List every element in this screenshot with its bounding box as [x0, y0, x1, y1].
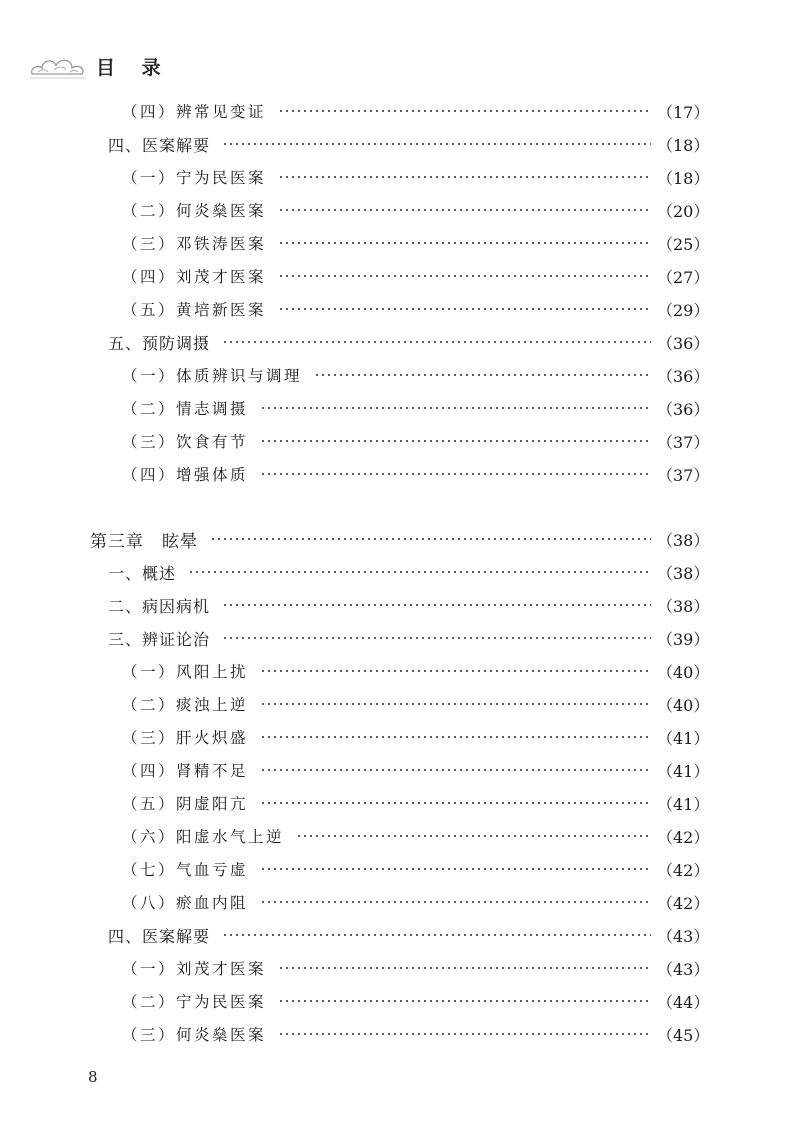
dot-leader [222, 637, 651, 639]
toc-entry-title: （一）风阳上扰 [122, 663, 249, 681]
toc-entry [122, 263, 710, 289]
toc-entry-title: （八）瘀血内阻 [122, 894, 249, 912]
toc-entry-page: （36） [657, 366, 710, 386]
toc-entry [108, 625, 710, 651]
toc-entry-page: （40） [657, 695, 710, 715]
toc-entry-page: （41） [657, 794, 710, 814]
dot-leader [260, 407, 651, 409]
toc-chapter-entry [90, 526, 710, 552]
dot-leader [278, 242, 651, 244]
dot-leader [222, 143, 651, 145]
toc-entry-title: （二）痰浊上逆 [122, 696, 249, 714]
toc-entry [122, 757, 710, 783]
toc-entry-page: （41） [657, 761, 710, 781]
toc-entry-page: （38） [657, 596, 710, 616]
toc-entry [122, 428, 710, 454]
dot-leader [222, 604, 651, 606]
dot-leader [296, 835, 651, 837]
toc-entry-title: 四、医案解要 [108, 926, 211, 946]
toc-entry-title: （一）刘茂才医案 [122, 960, 267, 978]
toc-entry-page: （40） [657, 662, 710, 682]
toc-entry-page: （41） [657, 728, 710, 748]
toc-entry [122, 988, 710, 1014]
toc-entry [122, 1021, 710, 1047]
toc-entry-page: （42） [657, 827, 710, 847]
toc-entry-title: （一）宁为民医案 [122, 169, 267, 187]
toc-entry-page: （36） [657, 399, 710, 419]
toc-entry-page: （18） [657, 168, 710, 188]
toc-entry-title: （三）何炎燊医案 [122, 1026, 267, 1044]
toc-entry [122, 362, 710, 388]
toc-entry-page: （39） [657, 629, 710, 649]
toc-entry-title: （四）肾精不足 [122, 762, 249, 780]
toc-entry-title: 一、概述 [108, 563, 177, 583]
toc-entry-page: （42） [657, 860, 710, 880]
toc-entry [108, 922, 710, 948]
dot-leader [222, 934, 651, 936]
toc-entry-page: （45） [657, 1025, 710, 1045]
toc-entry [122, 197, 710, 223]
toc-entry-title: （三）肝火炽盛 [122, 729, 249, 747]
dot-leader [278, 967, 651, 969]
toc-entry-page: （29） [657, 300, 710, 320]
toc-entry-title: （四）辨常见变证 [122, 103, 267, 121]
toc-entry-title: （二）情志调摄 [122, 400, 249, 418]
toc-entry [122, 724, 710, 750]
dot-leader [278, 110, 651, 112]
dot-leader [278, 1000, 651, 1002]
toc-entry-page: （43） [657, 926, 710, 946]
dot-leader [260, 670, 651, 672]
header-title: 目 录 [96, 56, 171, 79]
toc-entry-title: 第三章 眩晕 [90, 531, 198, 552]
toc-entry-title: 二、病因病机 [108, 596, 211, 616]
toc-entry [122, 889, 710, 915]
toc-entry-title: （二）何炎燊医案 [122, 202, 267, 220]
toc-entry-title: （四）刘茂才医案 [122, 268, 267, 286]
toc-entry [122, 395, 710, 421]
dot-leader [278, 275, 651, 277]
toc-entry-page: （37） [657, 465, 710, 485]
dot-leader [260, 901, 651, 903]
dot-leader [188, 571, 651, 573]
toc-entry-page: （25） [657, 234, 710, 254]
dot-leader [260, 802, 651, 804]
toc-entry-title: （三）饮食有节 [122, 433, 249, 451]
toc-entry-page: （18） [657, 135, 710, 155]
dot-leader [278, 1033, 651, 1035]
toc-entry [122, 823, 710, 849]
toc-entry-title: （三）邓铁涛医案 [122, 235, 267, 253]
toc-entry [122, 296, 710, 322]
toc-entry-title: 三、辨证论治 [108, 629, 211, 649]
toc-entry-title: （七）气血亏虚 [122, 861, 249, 879]
toc-entry-title: （五）黄培新医案 [122, 301, 267, 319]
toc-entry-page: （42） [657, 893, 710, 913]
toc-entry-title: 四、医案解要 [108, 135, 211, 155]
toc-entry [122, 955, 710, 981]
toc-entry-page: （17） [657, 102, 710, 122]
toc-entry-title: （一）体质辨识与调理 [122, 367, 303, 385]
toc-entry [108, 131, 710, 157]
toc-entry-page: （43） [657, 959, 710, 979]
page-number: 8 [88, 1068, 98, 1086]
toc-entry-page: （20） [657, 201, 710, 221]
toc-entry-page: （37） [657, 432, 710, 452]
toc-entry [122, 691, 710, 717]
toc-entry [108, 592, 710, 618]
dot-leader [210, 538, 651, 540]
toc-entry-title: （二）宁为民医案 [122, 993, 267, 1011]
toc-entry [122, 461, 710, 487]
toc-entry-page: （44） [657, 992, 710, 1012]
toc-entry-page: （38） [657, 530, 710, 550]
dot-leader [260, 736, 651, 738]
toc-entry-title: （四）增强体质 [122, 466, 249, 484]
toc-entry [122, 658, 710, 684]
toc-entry-title: （六）阳虚水气上逆 [122, 828, 285, 846]
toc-entry [122, 98, 710, 124]
toc-entry [122, 164, 710, 190]
toc-entry [108, 559, 710, 585]
toc-entry [108, 329, 710, 355]
dot-leader [260, 868, 651, 870]
dot-leader [278, 308, 651, 310]
dot-leader [260, 440, 651, 442]
toc-entry-page: （27） [657, 267, 710, 287]
toc-entry-page: （36） [657, 333, 710, 353]
dot-leader [278, 176, 651, 178]
dot-leader [314, 374, 651, 376]
toc-entry [122, 230, 710, 256]
dot-leader [278, 209, 651, 211]
toc-entry [122, 790, 710, 816]
toc-entry-title: （五）阴虚阳亢 [122, 795, 249, 813]
dot-leader [260, 769, 651, 771]
dot-leader [222, 341, 651, 343]
toc-entry-title: 五、预防调摄 [108, 333, 211, 353]
dot-leader [260, 473, 651, 475]
toc-entry [122, 856, 710, 882]
toc-entry-page: （38） [657, 563, 710, 583]
dot-leader [260, 703, 651, 705]
